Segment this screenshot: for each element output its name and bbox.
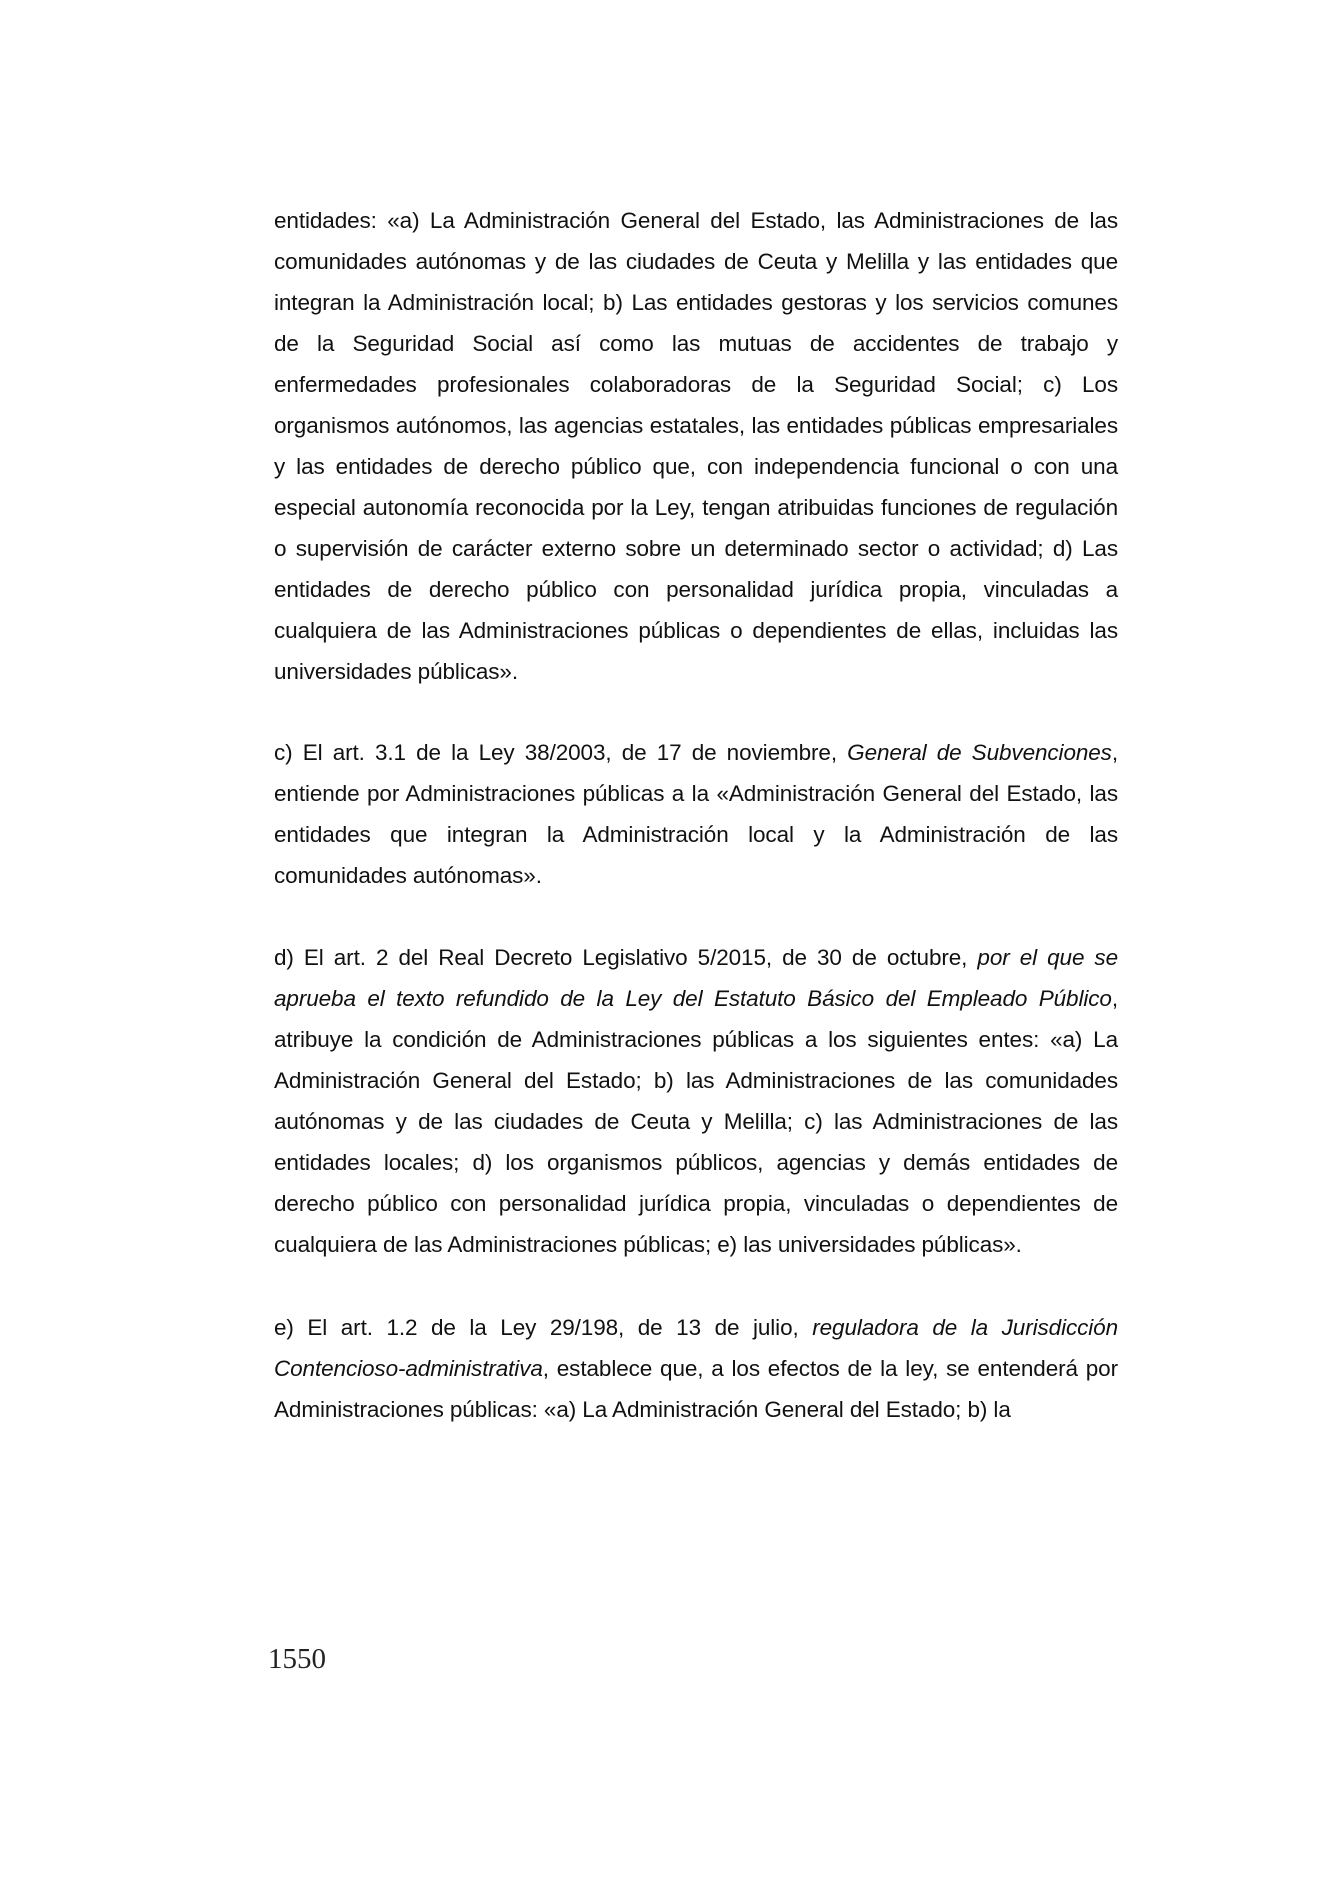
paragraph-entities-list [274, 200, 1118, 692]
page-number: 1550 [268, 1643, 326, 1675]
law-title-italic: por el que se aprueba el texto refundido de la Ley del Estatuto Básico del Empleado Público [274, 945, 1118, 1011]
paragraph-text: entidades: «a) La Administración General del Estado, las Administraciones de las comunidades autónomas y de las ciudades de Ceuta y Melilla y las entidades que integran la Administración local; b) Las entidades gestoras y los servicios comunes de la Seguridad Social así como las mutuas de accidentes de trabajo y enfermedades profesionales colaboradoras de la Seguridad Social; c) Los organismos autónomos, las agencias estatales, las entidades públicas empresariales y las entidades de derecho público que, con independencia funcional o con una especial autonomía reconocida por la Ley, tengan atribuidas funciones de regulación o supervisión de carácter externo sobre un determinado sector o actividad; d) Las entidades de derecho público con personalidad jurídica propia, vinculadas a cualquiera de las Administraciones públicas o dependientes de ellas, incluidas las universidades públicas». [274, 208, 1118, 684]
paragraph-ley-38-2003 [274, 732, 1118, 896]
paragraph-text-end: , establece que, a los efectos de la ley, se entenderá por Administraciones públicas: «a) La Administración General del Estado; b) la [274, 1356, 1118, 1422]
law-title-italic: General de Subvenciones [847, 740, 1112, 765]
paragraph-text-start: d) El art. 2 del Real Decreto Legislativo 5/2015, de 30 de octubre, [274, 945, 978, 970]
paragraph-text-end: , atribuye la condición de Administraciones públicas a los siguientes entes: «a) La Administración General del Estado; b) las Administraciones de las comunidades autónomas y de las ciudades de Ceuta y Melilla; c) las Administraciones de las entidades locales; d) los organismos públicos, agencias y demás entidades de derecho público con personalidad jurídica propia, vinculadas o dependientes de cualquiera de las Administraciones públicas; e) las universidades públicas». [274, 986, 1118, 1257]
law-title-italic: reguladora de la Jurisdicción Contencioso-administrativa [274, 1315, 1118, 1381]
paragraph-ley-29-198 [274, 1307, 1118, 1430]
paragraph-rdl-5-2015 [274, 937, 1118, 1265]
paragraph-text-start: e) El art. 1.2 de la Ley 29/198, de 13 de julio, [274, 1315, 813, 1340]
paragraph-text-end: , entiende por Administraciones públicas a la «Administración General del Estado, las entidades que integran la Administración local y la Administración de las comunidades autónomas». [274, 740, 1118, 888]
paragraph-text-start: c) El art. 3.1 de la Ley 38/2003, de 17 de noviembre, [274, 740, 848, 765]
